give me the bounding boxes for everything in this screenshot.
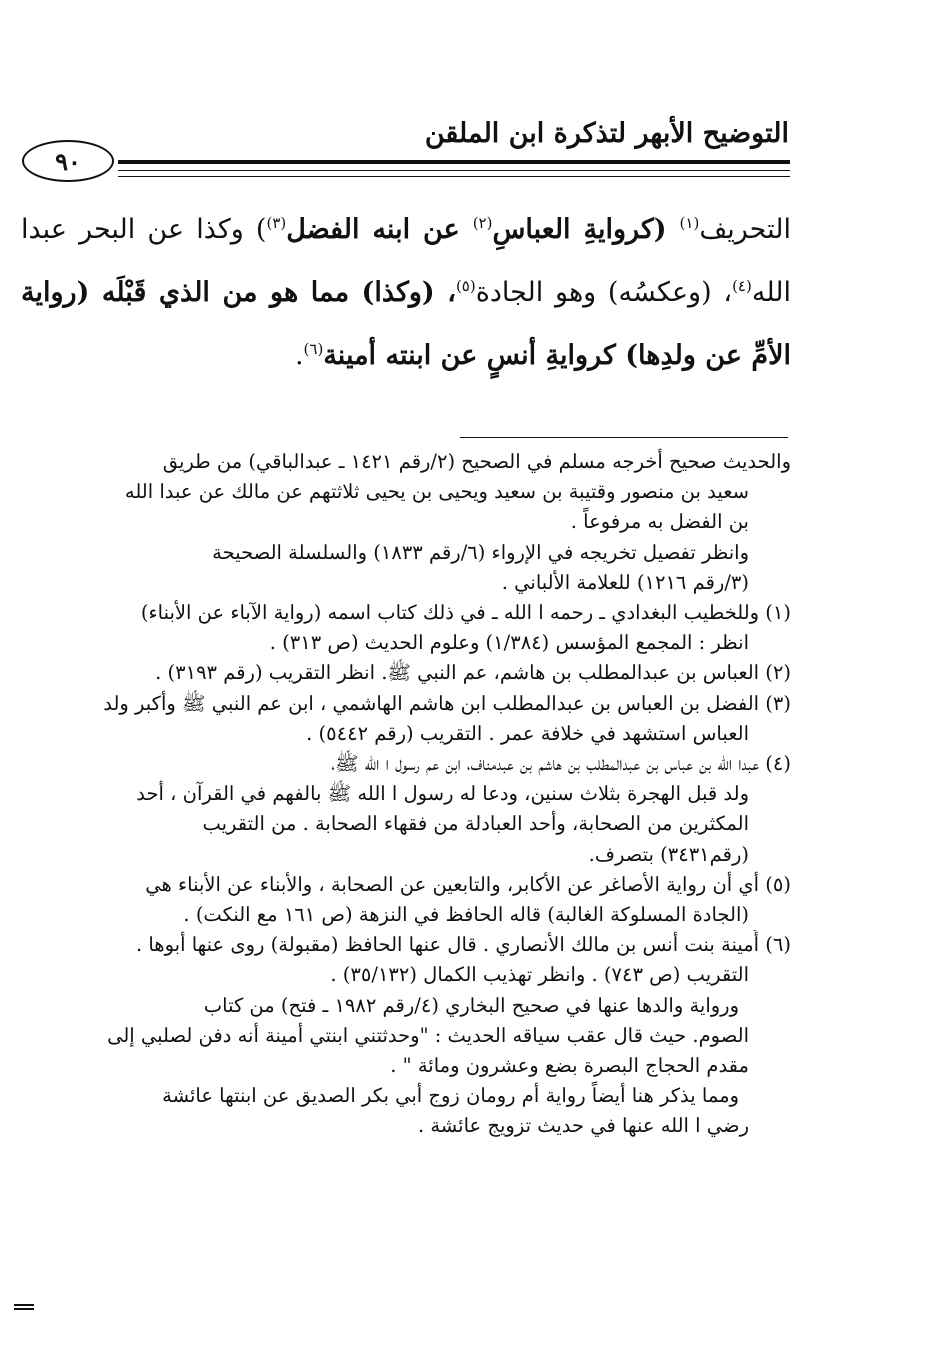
footnote-ref: (٣) bbox=[266, 214, 287, 232]
footnote-line: (٥) أي أن رواية الأصاغر عن الأكابر، والتابعين عن الصحابة ، والأبناء عن الأبناء هي bbox=[145, 872, 791, 896]
footnote-line: التقريب (ص ٧٤٣) . وانظر تهذيب الكمال (٣٥/١٣٢) . bbox=[330, 963, 749, 987]
footnote-separator bbox=[460, 437, 788, 438]
footnote-line: العباس استشهد في خلافة عمر . التقريب (رقم ٥٤٤٢) . bbox=[306, 721, 749, 745]
page-number bbox=[22, 140, 114, 182]
body-text-segment: . bbox=[294, 340, 304, 371]
footnote-line: ورواية والدها عنها في صحيح البخاري (٤/رقم ١٩٨٢ ـ فتح) من كتاب bbox=[203, 993, 739, 1017]
footnote-line: (٢) العباس بن عبدالمطلب بن هاشم، عم النبي ﷺ. انظر التقريب (رقم ٣١٩٣) . bbox=[155, 661, 791, 685]
footnote-ref: (٤) bbox=[732, 277, 752, 295]
footnote-line: ولد قبل الهجرة بثلاث سنين، ودعا له رسول ا الله ﷺ بالفهم في القرآن ، أحد bbox=[136, 782, 749, 806]
body-text-segment: التحريف bbox=[699, 214, 791, 245]
footnote-ref: (١) bbox=[679, 214, 700, 232]
footnote-line: مقدم الحجاج البصرة بضع وعشرون ومائة " . bbox=[390, 1054, 749, 1078]
footnote-ref: (٥) bbox=[455, 277, 476, 295]
footnote-line: انظر : المجمع المؤسس (١/٣٨٤) وعلوم الحديث (ص ٣١٣) . bbox=[269, 631, 749, 655]
footnote-ref: (٢) bbox=[472, 214, 493, 232]
footnote-line: وانظر تفصيل تخريجه في الإرواء (٦/رقم ١٨٣٣) والسلسلة الصحيحة bbox=[212, 540, 749, 564]
body-text-bold: ، (وكذا) مما هو من الذي قَبْلَه (رواية الأمِّ عن ولدِها) كروايةِ أنسٍ عن ابنته أمينة bbox=[21, 277, 791, 371]
footnote-ref: (٦) bbox=[303, 340, 324, 358]
header-rule-thick bbox=[118, 160, 790, 164]
header-rule-thin bbox=[118, 170, 790, 171]
footnote-2 bbox=[16, 658, 791, 688]
footnote-5 bbox=[16, 870, 791, 930]
footnote-line: الصوم. حيث قال عقب سياقه الحديث : "وحدثتني ابنتي أمينة أنه دفن لصلبي إلى bbox=[107, 1023, 749, 1047]
page-number-text: ٩٠ bbox=[55, 146, 81, 176]
footnote-line: المكثرين من الصحابة، وأحد العبادلة من فقهاء الصحابة . من التقريب bbox=[202, 812, 749, 836]
footnote-continuation bbox=[16, 447, 791, 598]
body-text-segment: ) وكذا عن البحر عبدا الله bbox=[21, 214, 791, 308]
footnote-line: (الجادة المسلوكة الغالبة) قاله الحافظ في النزهة (ص ١٦١ مع النكت) . bbox=[183, 903, 749, 927]
footnote-line: (٤) عبدا الله بن عباس بن عبدالمطلب بن هاشم بن عبدمناف، ابن عم رسول ا الله ﷺ، bbox=[331, 752, 791, 776]
footnote-line: (٣) الفضل بن العباس بن عبدالمطلب ابن هاشم الهاشمي ، ابن عم النبي ﷺ وأكبر ولد bbox=[103, 691, 791, 715]
footnote-line: (رقم٣٤٣١) بتصرف. bbox=[588, 842, 749, 866]
footnote-6 bbox=[16, 930, 791, 1141]
footnote-line: (٣/رقم ١٢١٦) للعلامة الألباني . bbox=[501, 570, 749, 594]
footnote-line: رضي ا الله عنها في حديث تزويج عائشة . bbox=[417, 1114, 749, 1138]
body-text-bold: (كروايةِ العباسِ bbox=[492, 214, 680, 245]
footnote-3 bbox=[16, 689, 791, 749]
footnote-line: بن الفضل به مرفوعاً . bbox=[570, 510, 749, 534]
footnote-line: (٦) أُمينة بنت أنس بن مالك الأنصاري . قال عنها الحافظ (مقبولة) روى عنها أبوها . bbox=[135, 933, 791, 957]
footnote-line: والحديث صحيح أخرجه مسلم في الصحيح (٢/رقم ١٤٢١ ـ عبدالباقي) من طريق bbox=[162, 450, 791, 473]
page-end-mark bbox=[14, 1304, 34, 1310]
footnote-line: ومما يذكر هنا أيضاً رواية أم رومان زوج أبي بكر الصديق عن ابنتها عائشة bbox=[162, 1084, 739, 1108]
footnote-line: (١) وللخطيب البغدادي ـ رحمه ا الله ـ في ذلك كتاب اسمه (رواية الآباء عن الأبناء) bbox=[140, 601, 791, 625]
running-title: التوضيح الأبهر لتذكرة ابن الملقن bbox=[424, 118, 789, 149]
main-text bbox=[21, 195, 791, 384]
body-text-bold: عن ابنه الفضل bbox=[286, 214, 473, 245]
footnote-line: سعيد بن منصور وقتيبة بن سعيد ويحيى بن يحيى ثلاثتهم عن مالك عن عبدا الله bbox=[124, 480, 749, 504]
footnote-4 bbox=[16, 749, 791, 870]
body-text-segment: ، (وعكسُه) وهو الجادة bbox=[475, 277, 733, 308]
footnote-1 bbox=[16, 598, 791, 658]
header-rule-thin-2 bbox=[118, 176, 790, 177]
footnotes bbox=[16, 447, 791, 1142]
